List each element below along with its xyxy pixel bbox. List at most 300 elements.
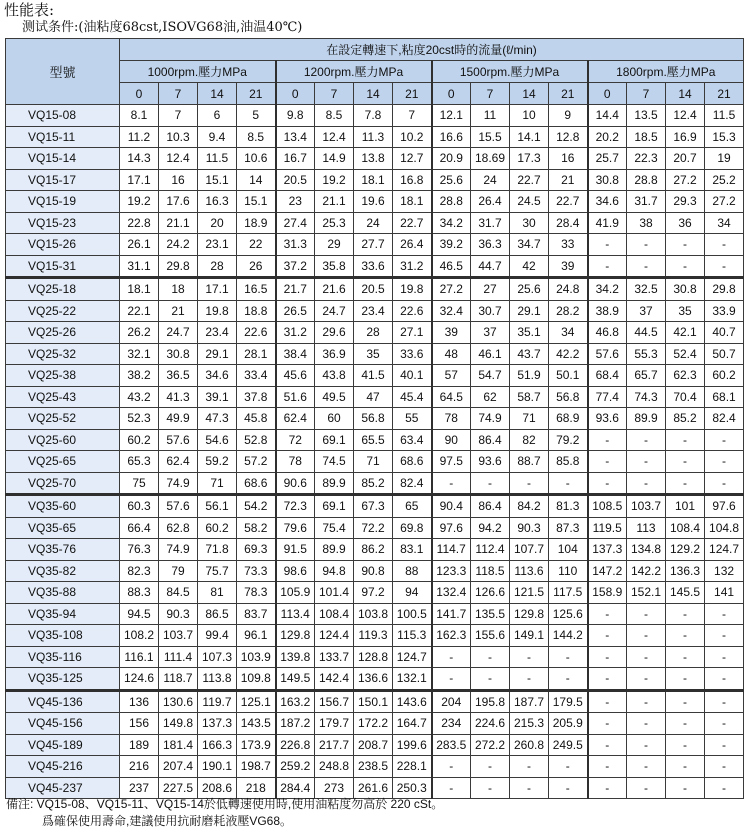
flow-cell: 26.5	[276, 300, 315, 322]
flow-cell: 156.7	[315, 690, 354, 713]
flow-cell: 149.1	[510, 625, 549, 647]
table-row	[6, 668, 744, 691]
flow-cell: 36.9	[315, 343, 354, 365]
flow-cell: 116.1	[120, 646, 159, 668]
flow-cell: 28	[198, 255, 237, 278]
flow-cell: 44.7	[471, 255, 510, 278]
flow-cell: 181.4	[159, 734, 198, 756]
flow-cell: 10.2	[393, 126, 432, 148]
model-header: 型號	[6, 39, 120, 105]
flow-cell: -	[432, 646, 471, 668]
flow-cell: 45.8	[237, 408, 276, 430]
flow-cell: 97.2	[354, 582, 393, 604]
flow-cell: -	[588, 777, 627, 799]
flow-cell: 82.3	[120, 560, 159, 582]
flow-cell: 124.7	[393, 646, 432, 668]
flow-cell: 150.1	[354, 690, 393, 713]
pressure-header: 21	[705, 83, 744, 105]
flow-cell: 137.3	[198, 713, 237, 735]
model-cell: VQ15-11	[6, 126, 120, 148]
flow-cell: 179.7	[315, 713, 354, 735]
flow-cell: 23	[276, 191, 315, 213]
flow-cell: 38.9	[588, 300, 627, 322]
flow-cell: 25.2	[705, 169, 744, 191]
flow-cell: 30.8	[159, 343, 198, 365]
page-title: 性能表:	[4, 1, 55, 19]
flow-cell: 125.1	[237, 690, 276, 713]
flow-cell: 7	[159, 105, 198, 127]
flow-cell: 7.8	[354, 105, 393, 127]
flow-cell: 18.5	[627, 126, 666, 148]
model-cell: VQ25-22	[6, 300, 120, 322]
flow-cell: 60.3	[120, 495, 159, 518]
flow-cell: 38.2	[120, 365, 159, 387]
flow-cell: 76.3	[120, 539, 159, 561]
flow-cell: 125.6	[549, 603, 588, 625]
flow-cell: 74.5	[315, 451, 354, 473]
flow-cell: 96.1	[237, 625, 276, 647]
flow-cell: 55	[393, 408, 432, 430]
flow-cell: 145.5	[666, 582, 705, 604]
flow-cell: 74.3	[627, 386, 666, 408]
flow-cell: 137.3	[588, 539, 627, 561]
flow-cell: 42.1	[666, 322, 705, 344]
flow-cell: 204	[432, 690, 471, 713]
model-cell: VQ25-32	[6, 343, 120, 365]
pressure-header: 14	[354, 83, 393, 105]
flow-cell: 16.5	[237, 278, 276, 301]
flow-cell: 89.9	[315, 472, 354, 495]
flow-cell: 141.7	[432, 603, 471, 625]
model-cell: VQ35-76	[6, 539, 120, 561]
flow-cell: -	[666, 451, 705, 473]
flow-cell: 33	[549, 234, 588, 256]
flow-cell: 37	[627, 300, 666, 322]
flow-cell: 158.9	[588, 582, 627, 604]
flow-cell: 82.4	[705, 408, 744, 430]
flow-cell: 52.4	[666, 343, 705, 365]
flow-cell: 67.3	[354, 495, 393, 518]
pressure-header: 21	[393, 83, 432, 105]
flow-cell: 72.3	[276, 495, 315, 518]
table-row	[6, 690, 744, 713]
flow-cell: 260.8	[510, 734, 549, 756]
flow-cell: 164.7	[393, 713, 432, 735]
flow-cell: -	[705, 472, 744, 495]
flow-cell: 19.2	[120, 191, 159, 213]
flow-cell: -	[510, 668, 549, 691]
flow-cell: 19.8	[393, 278, 432, 301]
pressure-header: 7	[159, 83, 198, 105]
model-cell: VQ25-26	[6, 322, 120, 344]
pressure-header: 7	[315, 83, 354, 105]
flow-cell: 91.5	[276, 539, 315, 561]
flow-cell: 34.6	[588, 191, 627, 213]
performance-table	[5, 38, 744, 799]
flow-cell: 172.2	[354, 713, 393, 735]
flow-cell: 29.3	[666, 191, 705, 213]
model-cell: VQ35-60	[6, 495, 120, 518]
flow-cell: 18	[159, 278, 198, 301]
flow-cell: 54.6	[198, 429, 237, 451]
flow-cell: -	[705, 668, 744, 691]
model-cell: VQ15-17	[6, 169, 120, 191]
pressure-header: 0	[588, 83, 627, 105]
flow-cell: 75	[120, 472, 159, 495]
table-body	[6, 105, 744, 799]
flow-cell: 74.9	[159, 472, 198, 495]
flow-cell: 35	[666, 300, 705, 322]
remark	[6, 796, 443, 830]
flow-cell: 57.2	[237, 451, 276, 473]
model-cell: VQ45-216	[6, 756, 120, 778]
flow-cell: 97.6	[432, 517, 471, 539]
flow-cell: 75.4	[315, 517, 354, 539]
flow-cell: 136.3	[666, 560, 705, 582]
flow-cell: 166.3	[198, 734, 237, 756]
model-cell: VQ25-65	[6, 451, 120, 473]
flow-cell: 69.1	[315, 495, 354, 518]
flow-cell: -	[588, 668, 627, 691]
table-row	[6, 169, 744, 191]
flow-cell: 70.4	[666, 386, 705, 408]
flow-cell: 234	[432, 713, 471, 735]
flow-cell: -	[510, 646, 549, 668]
flow-cell: -	[588, 734, 627, 756]
flow-cell: 218	[237, 777, 276, 799]
flow-cell: 78.3	[237, 582, 276, 604]
flow-cell: 124.7	[705, 539, 744, 561]
flow-cell: -	[549, 668, 588, 691]
table-row	[6, 365, 744, 387]
flow-cell: 11.2	[120, 126, 159, 148]
speed-header: 1800rpm.壓力MPa	[588, 61, 744, 83]
flow-cell: 74.9	[159, 539, 198, 561]
flow-cell: 8.5	[315, 105, 354, 127]
flow-cell: 69.1	[315, 429, 354, 451]
flow-cell: 29.8	[159, 255, 198, 278]
flow-cell: 38.4	[276, 343, 315, 365]
flow-cell: 68.1	[705, 386, 744, 408]
flow-cell: -	[510, 777, 549, 799]
flow-cell: 71	[354, 451, 393, 473]
model-cell: VQ45-156	[6, 713, 120, 735]
flow-cell: 24.2	[159, 234, 198, 256]
flow-cell: -	[549, 756, 588, 778]
flow-cell: -	[627, 713, 666, 735]
flow-cell: -	[666, 603, 705, 625]
model-cell: VQ35-65	[6, 517, 120, 539]
flow-cell: 147.2	[588, 560, 627, 582]
flow-cell: 20.2	[588, 126, 627, 148]
flow-cell: 32.5	[627, 278, 666, 301]
flow-cell: 224.6	[471, 713, 510, 735]
flow-cell: 8.5	[237, 126, 276, 148]
table-row	[6, 756, 744, 778]
flow-cell: 13.4	[276, 126, 315, 148]
flow-cell: 81	[198, 582, 237, 604]
flow-cell: 25.6	[510, 278, 549, 301]
flow-cell: 87.3	[549, 517, 588, 539]
flow-cell: 16.9	[666, 126, 705, 148]
flow-cell: 31.2	[393, 255, 432, 278]
table-row	[6, 126, 744, 148]
flow-cell: 39	[549, 255, 588, 278]
flow-cell: 103.7	[627, 495, 666, 518]
flow-cell: 195.8	[471, 690, 510, 713]
flow-cell: 226.8	[276, 734, 315, 756]
flow-cell: 17.6	[159, 191, 198, 213]
flow-cell: 118.5	[471, 560, 510, 582]
flow-cell: -	[666, 777, 705, 799]
pressure-header: 14	[666, 83, 705, 105]
flow-cell: 238.5	[354, 756, 393, 778]
flow-cell: 110	[549, 560, 588, 582]
flow-cell: 39.2	[432, 234, 471, 256]
flow-cell: 63.4	[393, 429, 432, 451]
pressure-header: 21	[549, 83, 588, 105]
flow-cell: 101	[666, 495, 705, 518]
flow-cell: 84.5	[159, 582, 198, 604]
flow-cell: 208.7	[354, 734, 393, 756]
flow-cell: -	[549, 777, 588, 799]
flow-cell: -	[471, 646, 510, 668]
flow-cell: 71	[510, 408, 549, 430]
flow-cell: 22.6	[237, 322, 276, 344]
flow-cell: -	[666, 625, 705, 647]
flow-cell: 51.9	[510, 365, 549, 387]
flow-cell: 12.8	[549, 126, 588, 148]
flow-cell: 94	[393, 582, 432, 604]
flow-cell: 22.7	[393, 212, 432, 234]
flow-cell: 124.6	[120, 668, 159, 691]
flow-cell: 36.5	[159, 365, 198, 387]
flow-cell: -	[432, 472, 471, 495]
model-cell: VQ35-94	[6, 603, 120, 625]
flow-cell: 74.9	[471, 408, 510, 430]
flow-cell: 104.8	[705, 517, 744, 539]
flow-cell: 134.8	[627, 539, 666, 561]
flow-cell: 27.2	[432, 278, 471, 301]
flow-cell: 6	[198, 105, 237, 127]
flow-cell: 14.1	[510, 126, 549, 148]
flow-cell: 12.4	[666, 105, 705, 127]
flow-cell: 69.3	[237, 539, 276, 561]
flow-cell: 272.2	[471, 734, 510, 756]
flow-cell: 24.8	[549, 278, 588, 301]
flow-cell: 109.8	[237, 668, 276, 691]
flow-cell: 46.8	[588, 322, 627, 344]
flow-cell: 10.3	[159, 126, 198, 148]
flow-cell: 20.9	[432, 148, 471, 170]
model-cell: VQ15-14	[6, 148, 120, 170]
flow-cell: 32.4	[432, 300, 471, 322]
flow-cell: -	[705, 734, 744, 756]
flow-cell: 26.4	[471, 191, 510, 213]
flow-cell: 5	[237, 105, 276, 127]
flow-cell: 113	[627, 517, 666, 539]
flow-cell: 23.4	[354, 300, 393, 322]
flow-cell: 19.6	[354, 191, 393, 213]
flow-cell: 15.1	[198, 169, 237, 191]
model-cell: VQ15-08	[6, 105, 120, 127]
table-row	[6, 560, 744, 582]
table-row	[6, 472, 744, 495]
model-cell: VQ25-52	[6, 408, 120, 430]
flow-cell: 93.6	[588, 408, 627, 430]
flow-cell: -	[627, 625, 666, 647]
flow-cell: -	[471, 756, 510, 778]
flow-cell: 94.2	[471, 517, 510, 539]
flow-cell: -	[588, 429, 627, 451]
flow-cell: 46.5	[432, 255, 471, 278]
flow-cell: 143.5	[237, 713, 276, 735]
flow-cell: -	[510, 756, 549, 778]
flow-cell: 10	[510, 105, 549, 127]
table-row	[6, 343, 744, 365]
flow-cell: -	[666, 713, 705, 735]
flow-cell: -	[666, 690, 705, 713]
flow-cell: 29.8	[705, 278, 744, 301]
flow-cell: -	[705, 451, 744, 473]
flow-cell: -	[588, 472, 627, 495]
flow-cell: -	[627, 734, 666, 756]
table-row	[6, 539, 744, 561]
pressure-header: 14	[510, 83, 549, 105]
pressure-header: 21	[237, 83, 276, 105]
flow-cell: 190.1	[198, 756, 237, 778]
flow-cell: 83.7	[237, 603, 276, 625]
flow-cell: -	[666, 756, 705, 778]
flow-cell: -	[588, 690, 627, 713]
model-cell: VQ35-82	[6, 560, 120, 582]
flow-cell: 156	[120, 713, 159, 735]
flow-cell: 82	[510, 429, 549, 451]
flow-cell: 284.4	[276, 777, 315, 799]
flow-cell: 11.3	[354, 126, 393, 148]
flow-cell: -	[627, 603, 666, 625]
flow-cell: 16.7	[276, 148, 315, 170]
flow-cell: 217.7	[315, 734, 354, 756]
flow-cell: 30.8	[666, 278, 705, 301]
flow-cell: 86.4	[471, 495, 510, 518]
flow-cell: 28.8	[627, 169, 666, 191]
flow-cell: -	[705, 603, 744, 625]
model-cell: VQ45-237	[6, 777, 120, 799]
flow-cell: 19.2	[315, 169, 354, 191]
model-cell: VQ15-23	[6, 212, 120, 234]
flow-cell: 72	[276, 429, 315, 451]
flow-cell: 17.1	[198, 278, 237, 301]
flow-cell: -	[471, 668, 510, 691]
flow-cell: -	[627, 777, 666, 799]
flow-cell: 142.4	[315, 668, 354, 691]
flow-cell: 41.5	[354, 365, 393, 387]
flow-cell: 132	[705, 560, 744, 582]
flow-cell: 40.1	[393, 365, 432, 387]
flow-cell: 45.6	[276, 365, 315, 387]
flow-cell: 88	[393, 560, 432, 582]
flow-cell: 52.8	[237, 429, 276, 451]
flow-cell: 12.4	[159, 148, 198, 170]
flow-cell: 9.4	[198, 126, 237, 148]
table-row	[6, 148, 744, 170]
flow-cell: 16.8	[393, 169, 432, 191]
flow-cell: 85.2	[666, 408, 705, 430]
flow-cell: 39.1	[198, 386, 237, 408]
flow-cell: 26.1	[120, 234, 159, 256]
flow-cell: 29.1	[510, 300, 549, 322]
flow-cell: 43.7	[510, 343, 549, 365]
pressure-header: 0	[276, 83, 315, 105]
table-row	[6, 734, 744, 756]
flow-cell: 128.8	[354, 646, 393, 668]
table-row	[6, 451, 744, 473]
flow-cell: 8.1	[120, 105, 159, 127]
flow-cell: 65.7	[627, 365, 666, 387]
flow-cell: 68.6	[237, 472, 276, 495]
model-cell: VQ25-70	[6, 472, 120, 495]
flow-cell: 43.8	[315, 365, 354, 387]
flow-cell: 14.4	[588, 105, 627, 127]
flow-cell: 54.2	[237, 495, 276, 518]
flow-cell: 18.9	[237, 212, 276, 234]
flow-cell: 85.8	[549, 451, 588, 473]
table-row	[6, 278, 744, 301]
table-row	[6, 408, 744, 430]
flow-cell: -	[432, 668, 471, 691]
flow-cell: 173.9	[237, 734, 276, 756]
flow-cell: 30.7	[471, 300, 510, 322]
flow-cell: 216	[120, 756, 159, 778]
flow-cell: 47.3	[198, 408, 237, 430]
flow-cell: 45.4	[393, 386, 432, 408]
flow-cell: -	[666, 255, 705, 278]
flow-cell: 28.8	[432, 191, 471, 213]
flow-cell: 135.5	[471, 603, 510, 625]
flow-cell: 44.5	[627, 322, 666, 344]
flow-cell: 71.8	[198, 539, 237, 561]
flow-cell: 103.8	[354, 603, 393, 625]
flow-cell: 37.2	[276, 255, 315, 278]
pressure-header: 7	[471, 83, 510, 105]
pressure-header: 0	[120, 83, 159, 105]
flow-cell: -	[432, 756, 471, 778]
flow-cell: 16	[549, 148, 588, 170]
flow-cell: 18.1	[120, 278, 159, 301]
flow-cell: 60	[315, 408, 354, 430]
flow-cell: 73.3	[237, 560, 276, 582]
table-row	[6, 322, 744, 344]
flow-cell: 20.7	[666, 148, 705, 170]
flow-cell: -	[705, 756, 744, 778]
flow-cell: 78	[276, 451, 315, 473]
remark-line-2: 爲確保使用壽命,建議使用抗耐磨耗液壓VG68。	[42, 814, 293, 828]
flow-cell: 108.4	[666, 517, 705, 539]
flow-cell: 60.2	[705, 365, 744, 387]
flow-cell: 49.9	[159, 408, 198, 430]
flow-cell: 132.1	[393, 668, 432, 691]
flow-cell: 10.6	[237, 148, 276, 170]
flow-cell: 24.7	[315, 300, 354, 322]
flow-cell: 144.2	[549, 625, 588, 647]
flow-cell: -	[588, 713, 627, 735]
flow-cell: -	[627, 234, 666, 256]
flow-cell: 119.7	[198, 690, 237, 713]
model-cell: VQ25-43	[6, 386, 120, 408]
flow-cell: 27.4	[276, 212, 315, 234]
flow-cell: 34.2	[588, 278, 627, 301]
